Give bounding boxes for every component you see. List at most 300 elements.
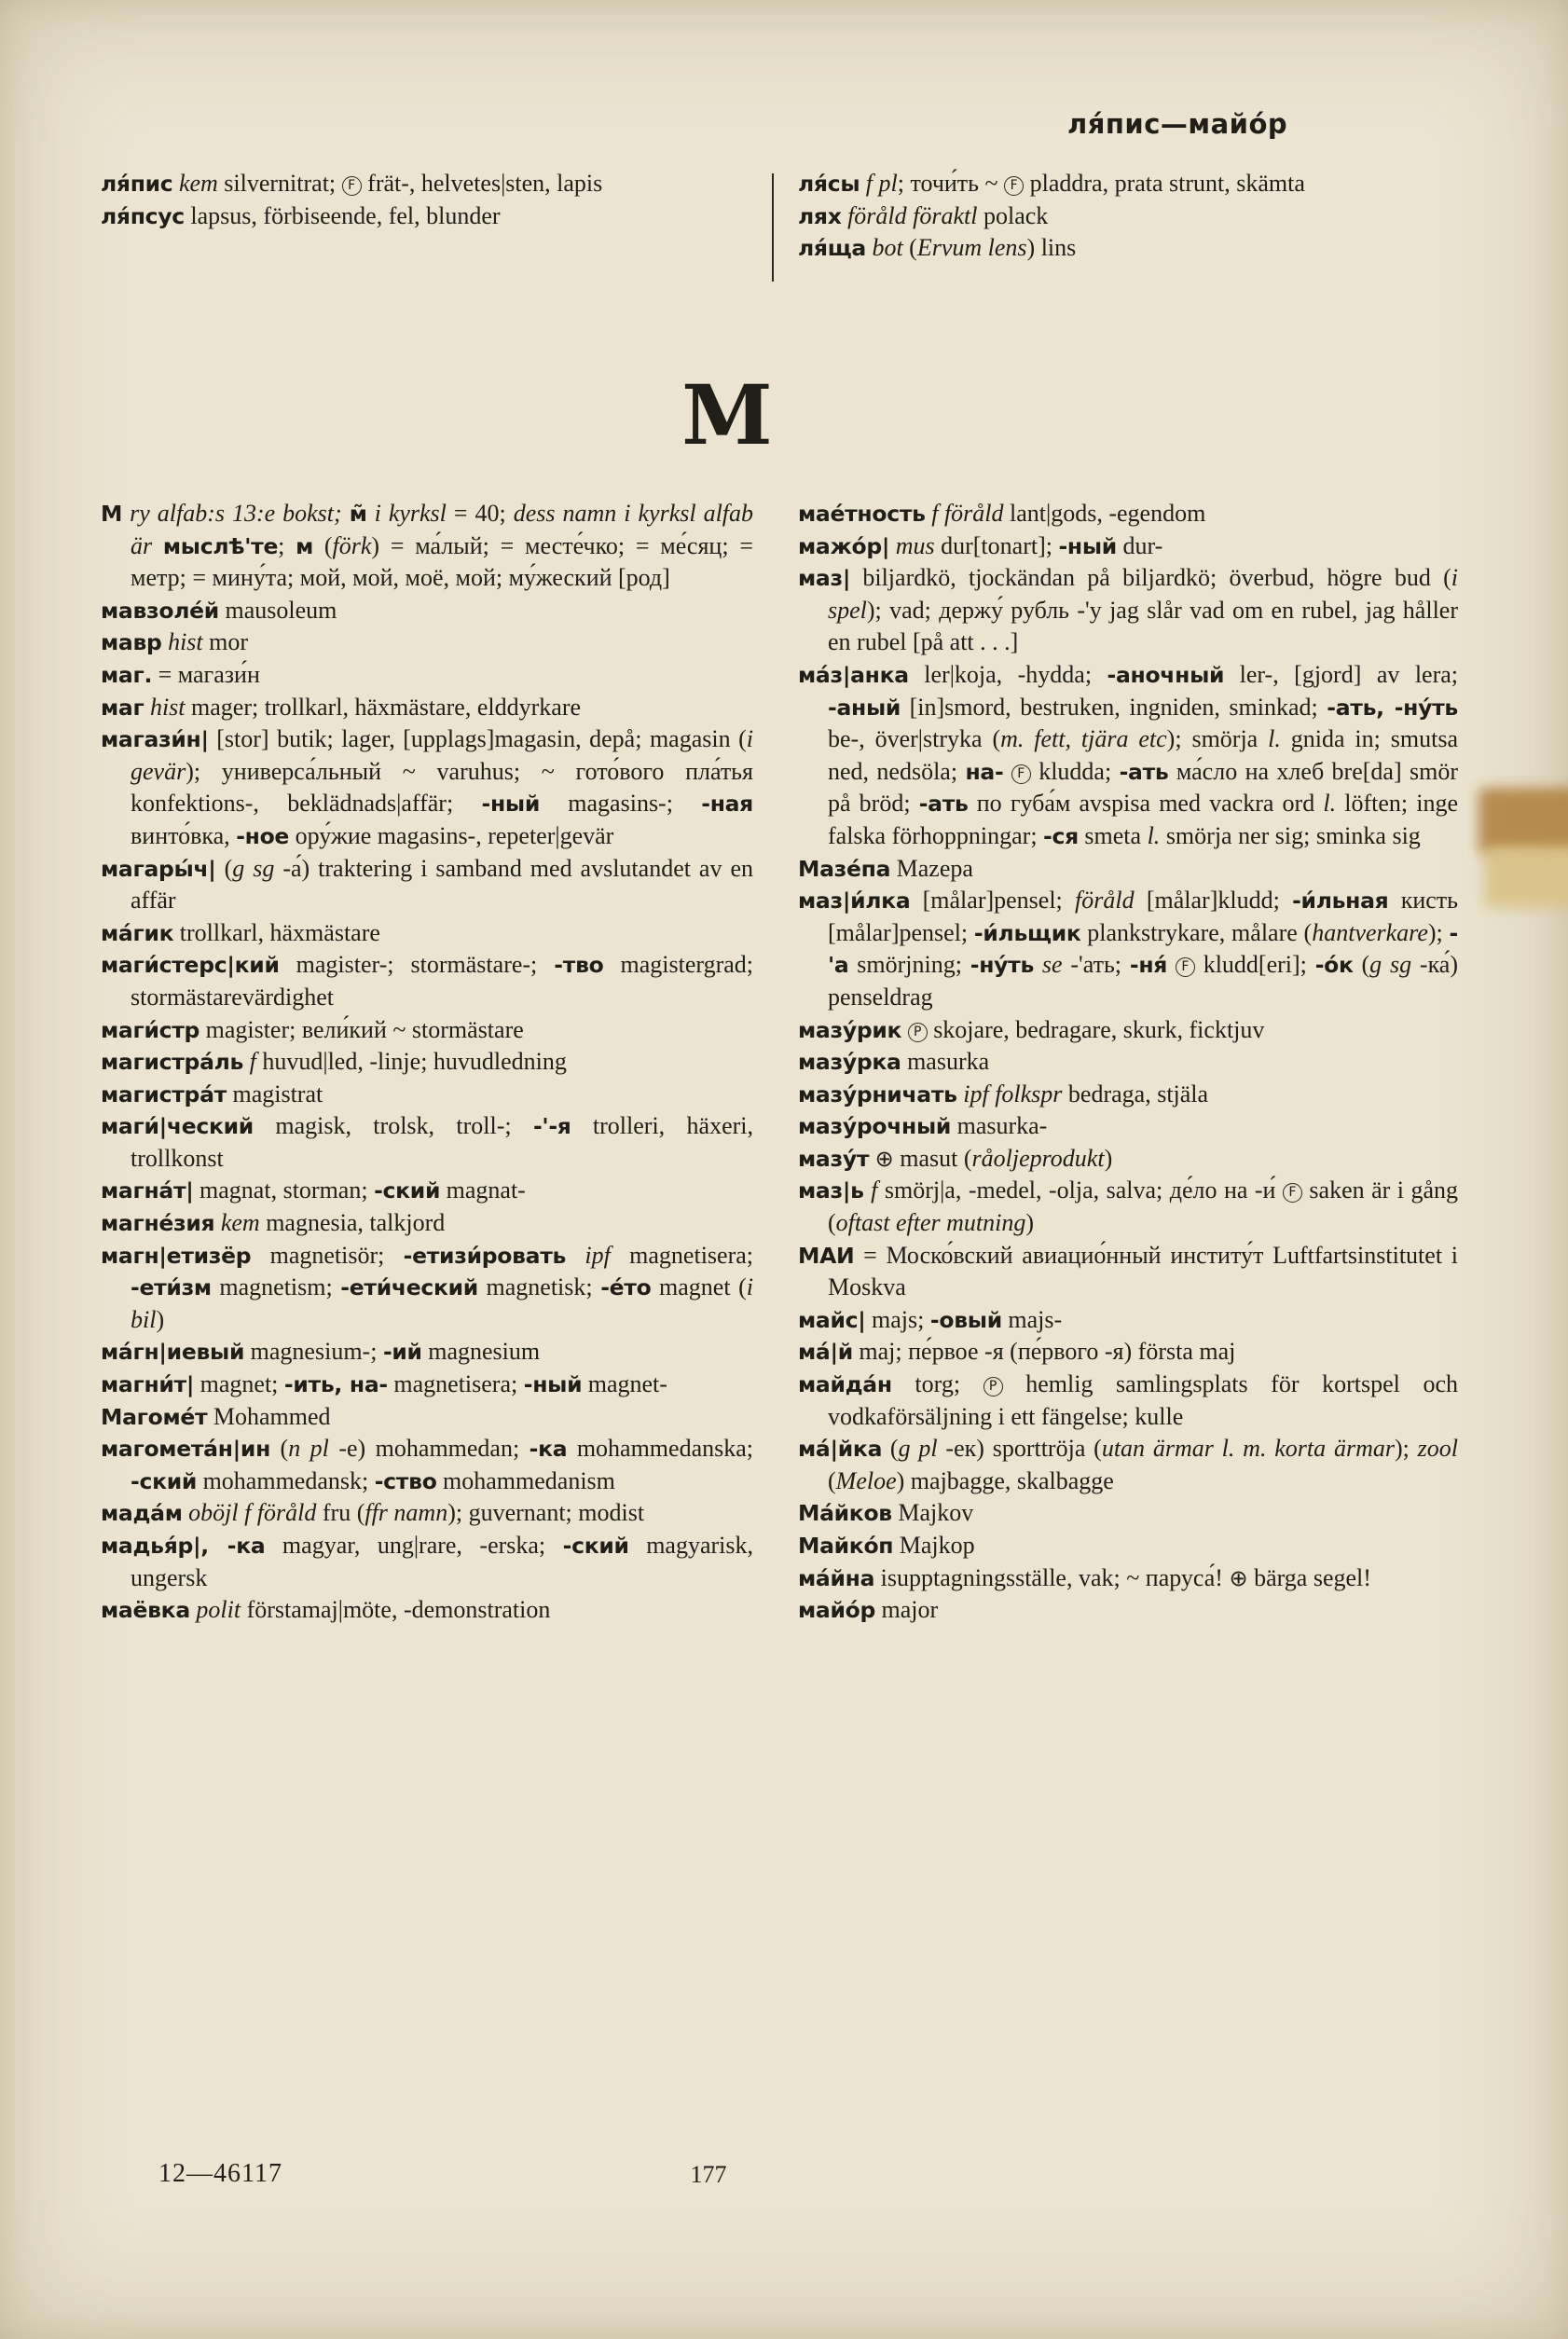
body-text: Mazepa bbox=[890, 854, 973, 882]
dictionary-entry bbox=[798, 168, 1456, 200]
label-text: föråld föraktl bbox=[847, 201, 978, 229]
headword-text: мазу́рик bbox=[798, 1016, 902, 1043]
main-left-column bbox=[101, 498, 753, 1627]
dictionary-entry bbox=[101, 1497, 753, 1530]
label-text: l. bbox=[1147, 821, 1161, 849]
body-text: lant|gods, -egendom bbox=[1003, 500, 1206, 527]
dictionary-entry bbox=[101, 1594, 753, 1627]
dictionary-entry bbox=[798, 1304, 1458, 1337]
headword-text: -ети́зм bbox=[131, 1274, 212, 1301]
label-text: f pl bbox=[865, 170, 898, 197]
main-right-column bbox=[798, 498, 1458, 1627]
special-symbol-icon: ⊕ bbox=[1229, 1564, 1248, 1591]
dictionary-entry bbox=[798, 659, 1458, 853]
body-text: masurka- bbox=[951, 1112, 1048, 1140]
dictionary-entry bbox=[101, 595, 753, 627]
label-text: ipf folkspr bbox=[963, 1080, 1063, 1108]
body-text: ); bbox=[1394, 1435, 1418, 1463]
body-text: ); vad; держу́ рубль -'у jag slår vad om en rubel, jag håller en rubel [på att . . .] bbox=[828, 596, 1458, 656]
headword-text: мадья́р|, -ка bbox=[101, 1533, 266, 1559]
headword-text: мазу́рка bbox=[798, 1049, 901, 1076]
headword-text: ля́ща bbox=[798, 235, 866, 262]
body-text: [in]smord, bestruken, ingniden, sminkad; bbox=[901, 693, 1327, 721]
headword-text: магази́н| bbox=[101, 726, 209, 753]
running-head-title: ля́пис—майо́р bbox=[1067, 108, 1288, 140]
label-text: ry alfab:s 13:e bokst; bbox=[130, 500, 342, 527]
body-text: magnesium bbox=[421, 1338, 541, 1366]
body-text: lapsus, förbiseende, fel, blunder bbox=[184, 201, 501, 229]
page-number: 177 bbox=[690, 2161, 727, 2188]
body-text: bedraga, stjäla bbox=[1062, 1080, 1209, 1108]
body-text: magnetisk; bbox=[477, 1273, 601, 1301]
label-text: kem bbox=[220, 1209, 260, 1237]
headword-text: майо́р bbox=[798, 1597, 875, 1624]
label-text: se bbox=[1041, 951, 1063, 979]
dictionary-entry bbox=[798, 530, 1458, 563]
dictionary-entry bbox=[798, 1110, 1458, 1143]
headword-text: маг bbox=[101, 694, 144, 721]
body-text: löften; inge falska förhoppningar; bbox=[828, 790, 1459, 849]
headword-text: на- bbox=[965, 758, 1004, 785]
label-text: m. fett, tjära etc bbox=[1000, 725, 1167, 753]
headword-text: -ство bbox=[374, 1467, 437, 1494]
headword-text: -ный bbox=[481, 791, 540, 818]
body-text: mohammedanism bbox=[436, 1466, 615, 1494]
headword-text: -ский bbox=[131, 1467, 198, 1494]
headword-text: -ся bbox=[1043, 822, 1079, 849]
body-text: magister; вели́кий ~ stormästare bbox=[199, 1015, 524, 1043]
headword-text: -и́льная bbox=[1292, 887, 1389, 915]
body-text: ) majbagge, skalbagge bbox=[896, 1466, 1114, 1494]
label-text: ffr namn bbox=[364, 1499, 448, 1527]
body-text: по губа́м avspisa med vackra ord bbox=[968, 790, 1324, 818]
paper-stain-light bbox=[1484, 846, 1568, 908]
body-text: ; точи́ть ~ bbox=[897, 170, 1005, 197]
body-text: [målar]kludd; bbox=[1134, 887, 1293, 915]
body-text: huvud|led, -linje; huvudledning bbox=[255, 1048, 567, 1076]
body-text: magyar, ung|rare, -erska; bbox=[265, 1532, 563, 1559]
headword-text: -аный bbox=[828, 694, 901, 721]
label-text: i kyrksl bbox=[374, 500, 447, 527]
body-text bbox=[122, 500, 130, 527]
top-right-column bbox=[798, 168, 1456, 265]
label-text: föråld bbox=[1075, 887, 1135, 915]
body-text: = Моско́вский авиацио́нный институ́т Luftfartsinstitutet i Moskva bbox=[828, 1241, 1458, 1301]
body-text: ( bbox=[1353, 951, 1370, 979]
dictionary-entry bbox=[101, 1207, 753, 1240]
body-text: magistrat bbox=[226, 1080, 323, 1108]
dictionary-entry bbox=[798, 1079, 1458, 1111]
body-text: magnet ( bbox=[651, 1273, 747, 1301]
headword-text: -ня́ bbox=[1129, 952, 1168, 979]
body-text: pladdra, prata strunt, skämta bbox=[1024, 170, 1305, 197]
headword-text: ля́сы bbox=[798, 171, 860, 197]
body-text: bärga segel! bbox=[1247, 1563, 1371, 1591]
body-text: -ек) sporttröja ( bbox=[937, 1435, 1102, 1463]
label-text: hantverkare bbox=[1312, 918, 1428, 946]
headword-text: -ети́ческий bbox=[340, 1274, 478, 1301]
headword-text: -ка bbox=[529, 1436, 568, 1463]
body-text: kludd[eri]; bbox=[1194, 951, 1315, 979]
label-text: förk bbox=[332, 531, 372, 559]
label-text: f bbox=[871, 1176, 878, 1204]
body-text: ); guvernant; modist bbox=[447, 1499, 645, 1527]
headword-text: Майко́п bbox=[798, 1533, 894, 1559]
body-text: saken är i gång ( bbox=[828, 1176, 1459, 1237]
body-text: major bbox=[875, 1596, 939, 1624]
dictionary-entry bbox=[798, 1369, 1458, 1433]
section-letter-heading: М bbox=[681, 366, 773, 463]
body-text: ору́жие magasins-, repeter|gevär bbox=[289, 821, 614, 849]
body-text: magisk, trolsk, troll-; bbox=[253, 1112, 533, 1140]
headword-text: магни́т| bbox=[101, 1371, 195, 1398]
body-text: dur[tonart]; bbox=[934, 531, 1059, 559]
headword-text: -ить, на- bbox=[283, 1371, 388, 1398]
label-text: g pl bbox=[898, 1435, 938, 1463]
body-text: = магази́н bbox=[152, 660, 260, 688]
body-text: smeta bbox=[1078, 821, 1148, 849]
headword-text: -тво bbox=[554, 952, 604, 979]
dictionary-entry bbox=[798, 885, 1458, 1013]
body-text: magnetism; bbox=[211, 1273, 341, 1301]
top-left-column bbox=[101, 168, 753, 232]
dictionary-entry bbox=[101, 1175, 753, 1207]
dictionary-entry bbox=[798, 1336, 1458, 1369]
dictionary-entry bbox=[798, 1433, 1458, 1497]
body-text: ); bbox=[1427, 918, 1450, 946]
label-text: Ervum lens bbox=[916, 234, 1027, 262]
headword-text: -етизи́ровать bbox=[403, 1242, 567, 1269]
label-text: oftast efter mutning bbox=[835, 1209, 1026, 1237]
dictionary-entry bbox=[798, 853, 1458, 886]
dictionary-entry bbox=[798, 1594, 1458, 1627]
headword-text: магистра́т bbox=[101, 1080, 227, 1108]
body-text: masut ( bbox=[893, 1144, 972, 1172]
headword-text: м bbox=[296, 532, 314, 559]
body-text: -'ать; bbox=[1062, 951, 1130, 979]
circled-letter-icon: P bbox=[908, 1023, 928, 1042]
body-text: dur- bbox=[1116, 531, 1163, 559]
dictionary-entry bbox=[798, 562, 1458, 659]
headword-text: ма́|йка bbox=[798, 1436, 883, 1463]
label-text: zool bbox=[1417, 1435, 1458, 1463]
headword-text: -ный bbox=[1058, 532, 1117, 559]
dictionary-entry bbox=[798, 1562, 1458, 1595]
label-text: n pl bbox=[288, 1435, 329, 1463]
circled-letter-icon: F bbox=[1283, 1183, 1302, 1203]
body-text: mohammedansk; bbox=[197, 1466, 375, 1494]
body-text: mor bbox=[202, 628, 249, 656]
body-text: hemlig samlingsplats för kortspel och vodkaförsäljning i ett fängelse; kulle bbox=[828, 1370, 1458, 1430]
headword-text: -ный bbox=[523, 1371, 583, 1398]
headword-text: Магоме́т bbox=[101, 1403, 208, 1430]
circled-letter-icon: F bbox=[1011, 764, 1031, 784]
paper-stain-dark bbox=[1479, 788, 1568, 855]
body-text: kludda; bbox=[1030, 757, 1120, 785]
body-text: plankstrykare, målare ( bbox=[1080, 918, 1313, 946]
body-text: Majkop bbox=[893, 1532, 975, 1559]
body-text: mager; trollkarl, häxmästare, elddyrkare bbox=[185, 693, 582, 721]
headword-text: -ать bbox=[918, 791, 969, 818]
label-text: g sg bbox=[1369, 951, 1412, 979]
headword-text: -ский bbox=[562, 1533, 629, 1559]
dictionary-entry bbox=[101, 692, 753, 724]
headword-text: -ну́ть bbox=[970, 952, 1035, 979]
body-text: ( bbox=[270, 1435, 289, 1463]
label-text: bot bbox=[872, 234, 903, 262]
dictionary-entry bbox=[101, 1336, 753, 1369]
headword-text: маг. bbox=[101, 661, 153, 688]
body-text: ) = ма́лый; = месте́чко; = ме́сяц; = метр; = мину́та; мой, мой, моё, мой; му́жеский [род] bbox=[131, 531, 753, 592]
headword-text: ма́гн|иевый bbox=[101, 1339, 245, 1366]
headword-text: магна́т| bbox=[101, 1177, 194, 1204]
body-text: biljardkö, tjockändan på biljardkö; överbud, högre bud ( bbox=[850, 564, 1451, 592]
label-text: i bil bbox=[131, 1273, 753, 1333]
headword-text: ля́псус bbox=[101, 202, 185, 229]
headword-text: мыслѣ'те bbox=[162, 532, 279, 559]
body-text: ( bbox=[215, 854, 233, 882]
dictionary-entry bbox=[798, 1175, 1458, 1239]
body-text bbox=[1034, 951, 1042, 978]
body-text: maj; пе́рвое -я (пе́рвого -я) första maj bbox=[852, 1338, 1236, 1366]
body-text: magnesia, talkjord bbox=[259, 1209, 446, 1237]
headword-text: магары́ч| bbox=[101, 855, 216, 882]
headword-text: магне́зия bbox=[101, 1210, 215, 1237]
headword-text: маз| bbox=[798, 565, 851, 592]
headword-text: лях bbox=[798, 202, 842, 229]
body-text: ; bbox=[278, 531, 296, 559]
dictionary-entry bbox=[101, 626, 753, 659]
label-text: i spel bbox=[828, 564, 1458, 624]
headword-text: майс| bbox=[798, 1306, 866, 1333]
body-text: ) bbox=[1104, 1144, 1113, 1172]
headword-text: ма́|й bbox=[798, 1339, 853, 1366]
headword-text: -о́к bbox=[1314, 952, 1354, 979]
headword-text: Мазе́па bbox=[798, 855, 891, 882]
headword-text: мада́м bbox=[101, 1500, 183, 1527]
label-text: f föråld bbox=[931, 500, 1004, 527]
body-text: ( bbox=[313, 531, 333, 559]
body-text bbox=[152, 532, 163, 559]
label-text: hist bbox=[149, 693, 186, 721]
body-text: -а́) traktering i samband med avslutandet av en affär bbox=[131, 854, 753, 915]
body-text: ); универса́льный ~ varuhus; ~ гото́вого пла́тья konfektions-, beklädnads|affär; bbox=[131, 757, 753, 818]
headword-text: магомета́н|ин bbox=[101, 1436, 271, 1463]
dictionary-entry bbox=[101, 853, 753, 917]
body-text: mausoleum bbox=[218, 596, 337, 624]
dictionary-entry bbox=[101, 168, 753, 200]
body-text: ( bbox=[882, 1435, 899, 1463]
body-text: magyarisk, ungersk bbox=[131, 1532, 754, 1591]
dictionary-entry bbox=[798, 1046, 1458, 1079]
label-text: dess namn i kyrksl alfab är bbox=[131, 500, 754, 559]
headword-text: -'-я bbox=[532, 1113, 571, 1140]
body-text: mohammedanska; bbox=[567, 1435, 753, 1463]
headword-text: мажо́р| bbox=[798, 532, 890, 559]
body-text: smörj|a, -medel, -olja, salva; де́ло на -и́ bbox=[877, 1176, 1283, 1204]
dictionary-entry bbox=[101, 1046, 753, 1079]
label-text: g sg bbox=[232, 854, 275, 882]
label-text: ipf bbox=[585, 1241, 611, 1269]
label-text: i gevär bbox=[131, 725, 753, 785]
headword-text: ма́гик bbox=[101, 919, 174, 946]
body-text: Majkov bbox=[891, 1499, 974, 1527]
body-text bbox=[1167, 951, 1176, 978]
headword-text: мавзоле́й bbox=[101, 597, 219, 624]
body-text: frät-, helvetes|sten, lapis bbox=[361, 170, 603, 197]
headword-text: -аночный bbox=[1107, 661, 1225, 688]
body-text: ( bbox=[828, 1466, 836, 1494]
dictionary-entry bbox=[798, 498, 1458, 530]
headword-text: -'а bbox=[828, 919, 1458, 979]
body-text: trollkarl, häxmästare bbox=[173, 918, 380, 946]
headword-text: магн|етизёр bbox=[101, 1242, 252, 1269]
label-text: Meloe bbox=[835, 1466, 897, 1494]
headword-text: -ная bbox=[701, 791, 753, 818]
headword-text: мазу́рничать bbox=[798, 1080, 957, 1108]
body-text: ler|koja, -hydda; bbox=[908, 660, 1107, 688]
body-text: gnida in; smutsa ned, nedsöla; bbox=[828, 725, 1458, 785]
dictionary-entry bbox=[101, 1369, 753, 1401]
headword-text: -ать, -ну́ть bbox=[1327, 694, 1458, 721]
body-text: ( bbox=[902, 234, 917, 262]
headword-text: маёвка bbox=[101, 1597, 190, 1624]
dictionary-entry bbox=[101, 1110, 753, 1175]
body-text: masurka bbox=[901, 1048, 990, 1076]
headword-text: магистра́ль bbox=[101, 1049, 244, 1076]
body-text: majs; bbox=[865, 1305, 930, 1333]
dictionary-entry bbox=[798, 1143, 1458, 1176]
headword-text: маги́стр bbox=[101, 1016, 200, 1043]
headword-text: мае́тность bbox=[798, 501, 926, 527]
body-text: polack bbox=[977, 201, 1049, 229]
dictionary-entry bbox=[101, 949, 753, 1013]
label-text: utan ärmar l. m. korta ärmar bbox=[1101, 1435, 1395, 1463]
headword-text: Ма́йков bbox=[798, 1500, 892, 1527]
dictionary-entry bbox=[101, 1433, 753, 1497]
headword-text: мазу́рочный bbox=[798, 1113, 952, 1140]
headword-text: ма́йна bbox=[798, 1564, 875, 1591]
label-text: f bbox=[249, 1048, 256, 1076]
dictionary-entry bbox=[798, 1240, 1458, 1304]
body-text: trolleri, häxeri, trollkonst bbox=[131, 1112, 753, 1172]
label-text: kem bbox=[178, 170, 218, 197]
body-text: magnet- bbox=[582, 1370, 667, 1398]
dictionary-entry bbox=[101, 1079, 753, 1111]
label-text: råoljeprodukt bbox=[971, 1144, 1105, 1172]
headword-text: -ать bbox=[1119, 758, 1169, 785]
body-text: magistergrad; stormästarevärdighet bbox=[131, 951, 753, 1011]
dictionary-entry bbox=[798, 232, 1456, 265]
body-text: ) bbox=[1025, 1209, 1035, 1237]
body-text: förstamaj|möte, -demonstration bbox=[241, 1596, 551, 1624]
label-text: hist bbox=[168, 628, 203, 656]
headword-text: майда́н bbox=[798, 1371, 892, 1398]
print-signature-code: 12—46117 bbox=[158, 2159, 282, 2188]
body-text bbox=[901, 1016, 908, 1043]
body-text: silvernitrat; bbox=[217, 170, 342, 197]
body-text: magnat- bbox=[440, 1176, 526, 1204]
dictionary-entry bbox=[101, 1530, 753, 1594]
body-text: -ка́) penseldrag bbox=[828, 951, 1459, 1011]
body-text: винто́вка, bbox=[131, 821, 237, 849]
body-text: magnetisör; bbox=[251, 1241, 404, 1269]
headword-text: М bbox=[101, 501, 123, 527]
body-text: ) bbox=[156, 1305, 165, 1333]
body-text: smörjning; bbox=[848, 951, 970, 979]
column-divider-rule bbox=[772, 173, 774, 282]
headword-text: мазу́т bbox=[798, 1145, 870, 1172]
dictionary-entry bbox=[101, 917, 753, 950]
body-text: magnetisera; bbox=[387, 1370, 524, 1398]
body-text: be-, över|stryka ( bbox=[828, 725, 1001, 753]
headword-text: -овый bbox=[929, 1306, 1002, 1333]
circled-letter-icon: F bbox=[1004, 176, 1024, 196]
body-text: ) lins bbox=[1026, 234, 1077, 262]
headword-text: ля́пис bbox=[101, 171, 173, 197]
body-text: кисть [målar]pensel; bbox=[828, 887, 1459, 946]
body-text: -е) mohammedan; bbox=[328, 1435, 530, 1463]
headword-text: маз|ь bbox=[798, 1177, 864, 1204]
body-text: magnetisera; bbox=[610, 1241, 753, 1269]
body-text: magnat, storman; bbox=[193, 1176, 375, 1204]
dictionary-entry bbox=[101, 723, 753, 852]
headword-text: маз|и́лка bbox=[798, 887, 911, 915]
label-text: l. bbox=[1323, 790, 1337, 818]
body-text: torg; bbox=[891, 1370, 983, 1398]
headword-text: маги́стерс|кий bbox=[101, 952, 280, 979]
body-text: magnesium-; bbox=[244, 1338, 383, 1366]
body-text: ма́сло на хлеб bre[da] smör på bröd; bbox=[828, 757, 1458, 818]
dictionary-entry bbox=[101, 498, 753, 595]
dictionary-entry bbox=[101, 1401, 753, 1434]
body-text: ler-, [gjord] av lera; bbox=[1224, 660, 1459, 688]
headword-text: МАИ bbox=[798, 1242, 855, 1269]
body-text: isupptagningsställe, vak; ~ паруса́! bbox=[874, 1563, 1230, 1591]
dictionary-entry bbox=[798, 1497, 1458, 1530]
circled-letter-icon: F bbox=[1176, 957, 1195, 977]
label-text: mus bbox=[895, 531, 935, 559]
dictionary-entry bbox=[798, 1530, 1458, 1562]
dictionary-entry bbox=[101, 1240, 753, 1337]
body-text: [målar]pensel; bbox=[910, 887, 1076, 915]
headword-text: -ий bbox=[382, 1339, 422, 1366]
body-text: fru ( bbox=[316, 1499, 365, 1527]
body-text bbox=[566, 1242, 585, 1269]
headword-text: -ное bbox=[236, 822, 290, 849]
body-text bbox=[1003, 758, 1011, 785]
headword-text: -и́льщик bbox=[973, 919, 1081, 946]
dictionary-entry bbox=[101, 200, 753, 233]
body-text: = 40; bbox=[446, 500, 514, 527]
headword-text: -е́то bbox=[600, 1274, 652, 1301]
dictionary-entry bbox=[798, 200, 1456, 233]
dictionary-entry bbox=[101, 1014, 753, 1047]
body-text: [stor] butik; lager, [upplags]magasin, depå; magasin ( bbox=[208, 725, 747, 753]
headword-text: мавр bbox=[101, 629, 162, 656]
label-text: l. bbox=[1268, 725, 1281, 753]
circled-letter-icon: P bbox=[983, 1377, 1003, 1397]
dictionary-entry bbox=[101, 659, 753, 692]
circled-letter-icon: F bbox=[342, 176, 362, 196]
dictionary-entry bbox=[798, 1014, 1458, 1047]
headword-text: маги́|ческий bbox=[101, 1113, 254, 1140]
body-text bbox=[342, 500, 350, 527]
headword-text: м̃ bbox=[349, 501, 367, 527]
body-text: ); smörja bbox=[1166, 725, 1269, 753]
body-text bbox=[367, 500, 375, 527]
body-text: majs- bbox=[1001, 1305, 1063, 1333]
